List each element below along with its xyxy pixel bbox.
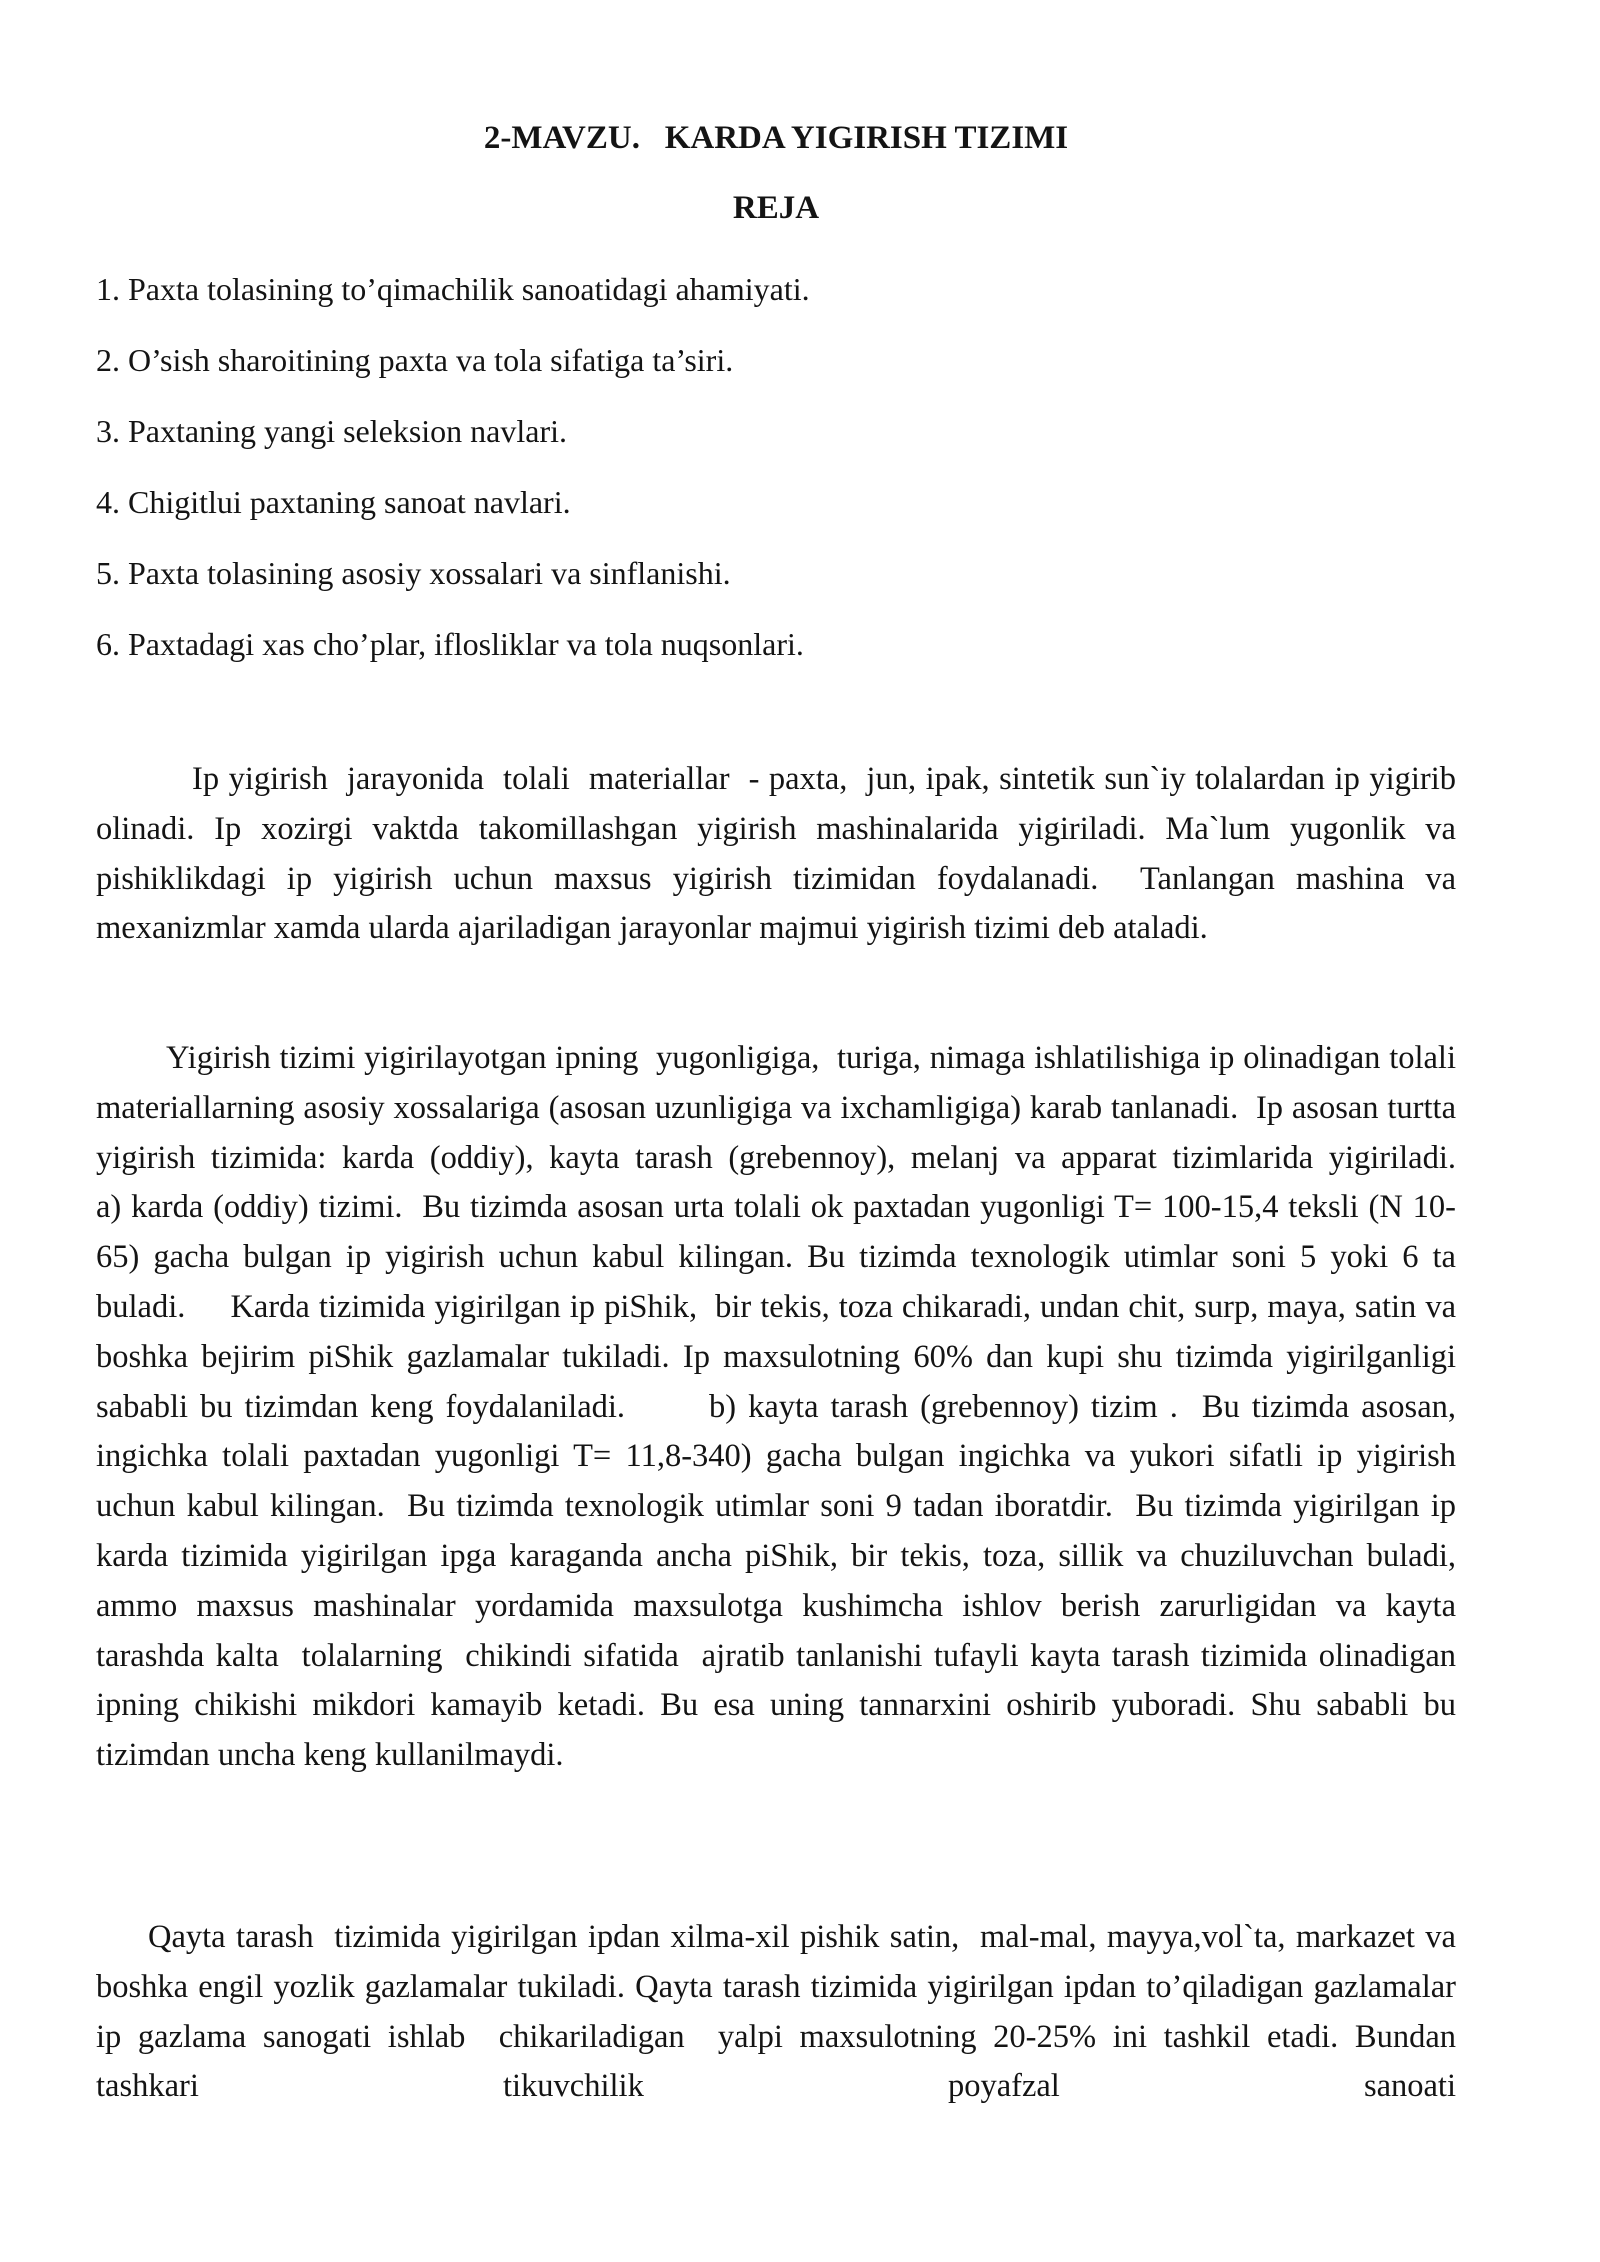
paragraph-text: Ip yigirish jarayonida tolali materiallar - paxta, jun, ipak, sintetik sun`iy tolalardan ip yigirib olinadi. Ip xozirgi vaktda takomillashgan yigirish mashinalarida yigiriladi. Ma`lum yugonlik va pishiklikdagi ip yigirish uchun maxsus yigirish tizimidan foydalanadi. Tanlangan mashina va mexanizmlar xamda ularda ajariladigan jarayonlar majmui yigirish tizimi deb ataladi. [96,761,1465,947]
body-paragraph [96,1913,1465,2112]
plan-item: 2. O’sish sharoitining paxta va tola sifatiga ta’siri. [96,342,734,378]
plan-item: 6. Paxtadagi xas cho’plar, iflosliklar va tola nuqsonlari. [96,626,804,662]
plan-item: 3. Paxtaning yangi seleksion navlari. [96,413,568,449]
plan-item: 5. Paxta tolasining asosiy xossalari va sinflanishi. [96,555,731,591]
body-paragraph [96,1034,1513,1781]
paragraph-text: Yigirish tizimi yigirilayotgan ipning yugonligiga, turiga, nimaga ishlatilishiga ip olinadigan tolali materiallarning asosiy xossalariga (asosan uzunligiga va ixchamligiga) karab tanlanadi. Ip asosan turtta yigirish tizimida: karda (oddiy), kayta tarash (grebennoy), melanj va apparat tizimlarida yigiriladi. a) karda (oddiy) tizimi. Bu tizimda asosan urta tolali ok paxtadan yugonligi T= 100-15,4 teksli (N 10-65) gacha bulgan ip yigirish uchun kabul kilingan. Bu tizimda texnologik utimlar soni 5 yoki 6 ta buladi. Karda tizimida yigirilgan ip piShik, bir tekis, toza chikaradi, undan chit, surp, maya, satin va boshka bejirim piShik gazlamalar tukiladi. Ip maxsulotning 60% dan kupi shu tizimda yigirilganligi sababli bu tizimdan keng foydalaniladi. b) kayta tarash (grebennoy) tizim . Bu tizimda asosan, ingichka tolali paxtadan yugonligi T= 11,8-340) gacha bulgan ingichka va yukori sifatli ip yigirish uchun kabul kilingan. Bu tizimda texnologik utimlar soni 9 tadan iboratdir. Bu tizimda yigirilgan ip karda tizimida yigirilgan ipga karaganda ancha piShik, bir tekis, toza, sillik va chuziluvchan buladi, ammo maxsus mashinalar yordamida maxsulotga kushimcha ishlov berish zarurligidan va kayta tarashda kalta tolalarning chikindi sifatida ajratib tanlanishi tufayli kayta tarash tizimida olinadigan ipning chikishi mikdori kamayib ketadi. Bu esa uning tannarxini oshirib yuboradi. Shu sababli bu tizimdan uncha keng kullanilmaydi. [96,1040,1513,1774]
plan-item: 4. Chigitlui paxtaning sanoat navlari. [96,484,571,520]
body-paragraph [96,755,1465,954]
document-title: 2-MAVZU. KARDA YIGIRISH TIZIMI [483,120,1069,156]
plan-heading: REJA [732,190,820,226]
paragraph-text: Qayta tarash tizimida yigirilgan ipdan xilma-xil pishik satin, mal-mal, mayya,vol`ta, markazet va boshka engil yozlik gazlamalar tukiladi. Qayta tarash tizimida yigirilgan ipdan to’qiladigan gazlamalar ip gazlama sanogati ishlab chikariladigan yalpi maxsulotning 20-25% ini tashkil etadi. Bundan tashkari tikuvchilik poyafzal sanoati [96,1919,1465,2105]
plan-list [96,254,810,680]
plan-item: 1. Paxta tolasining to’qimachilik sanoatidagi ahamiyati. [96,271,810,307]
